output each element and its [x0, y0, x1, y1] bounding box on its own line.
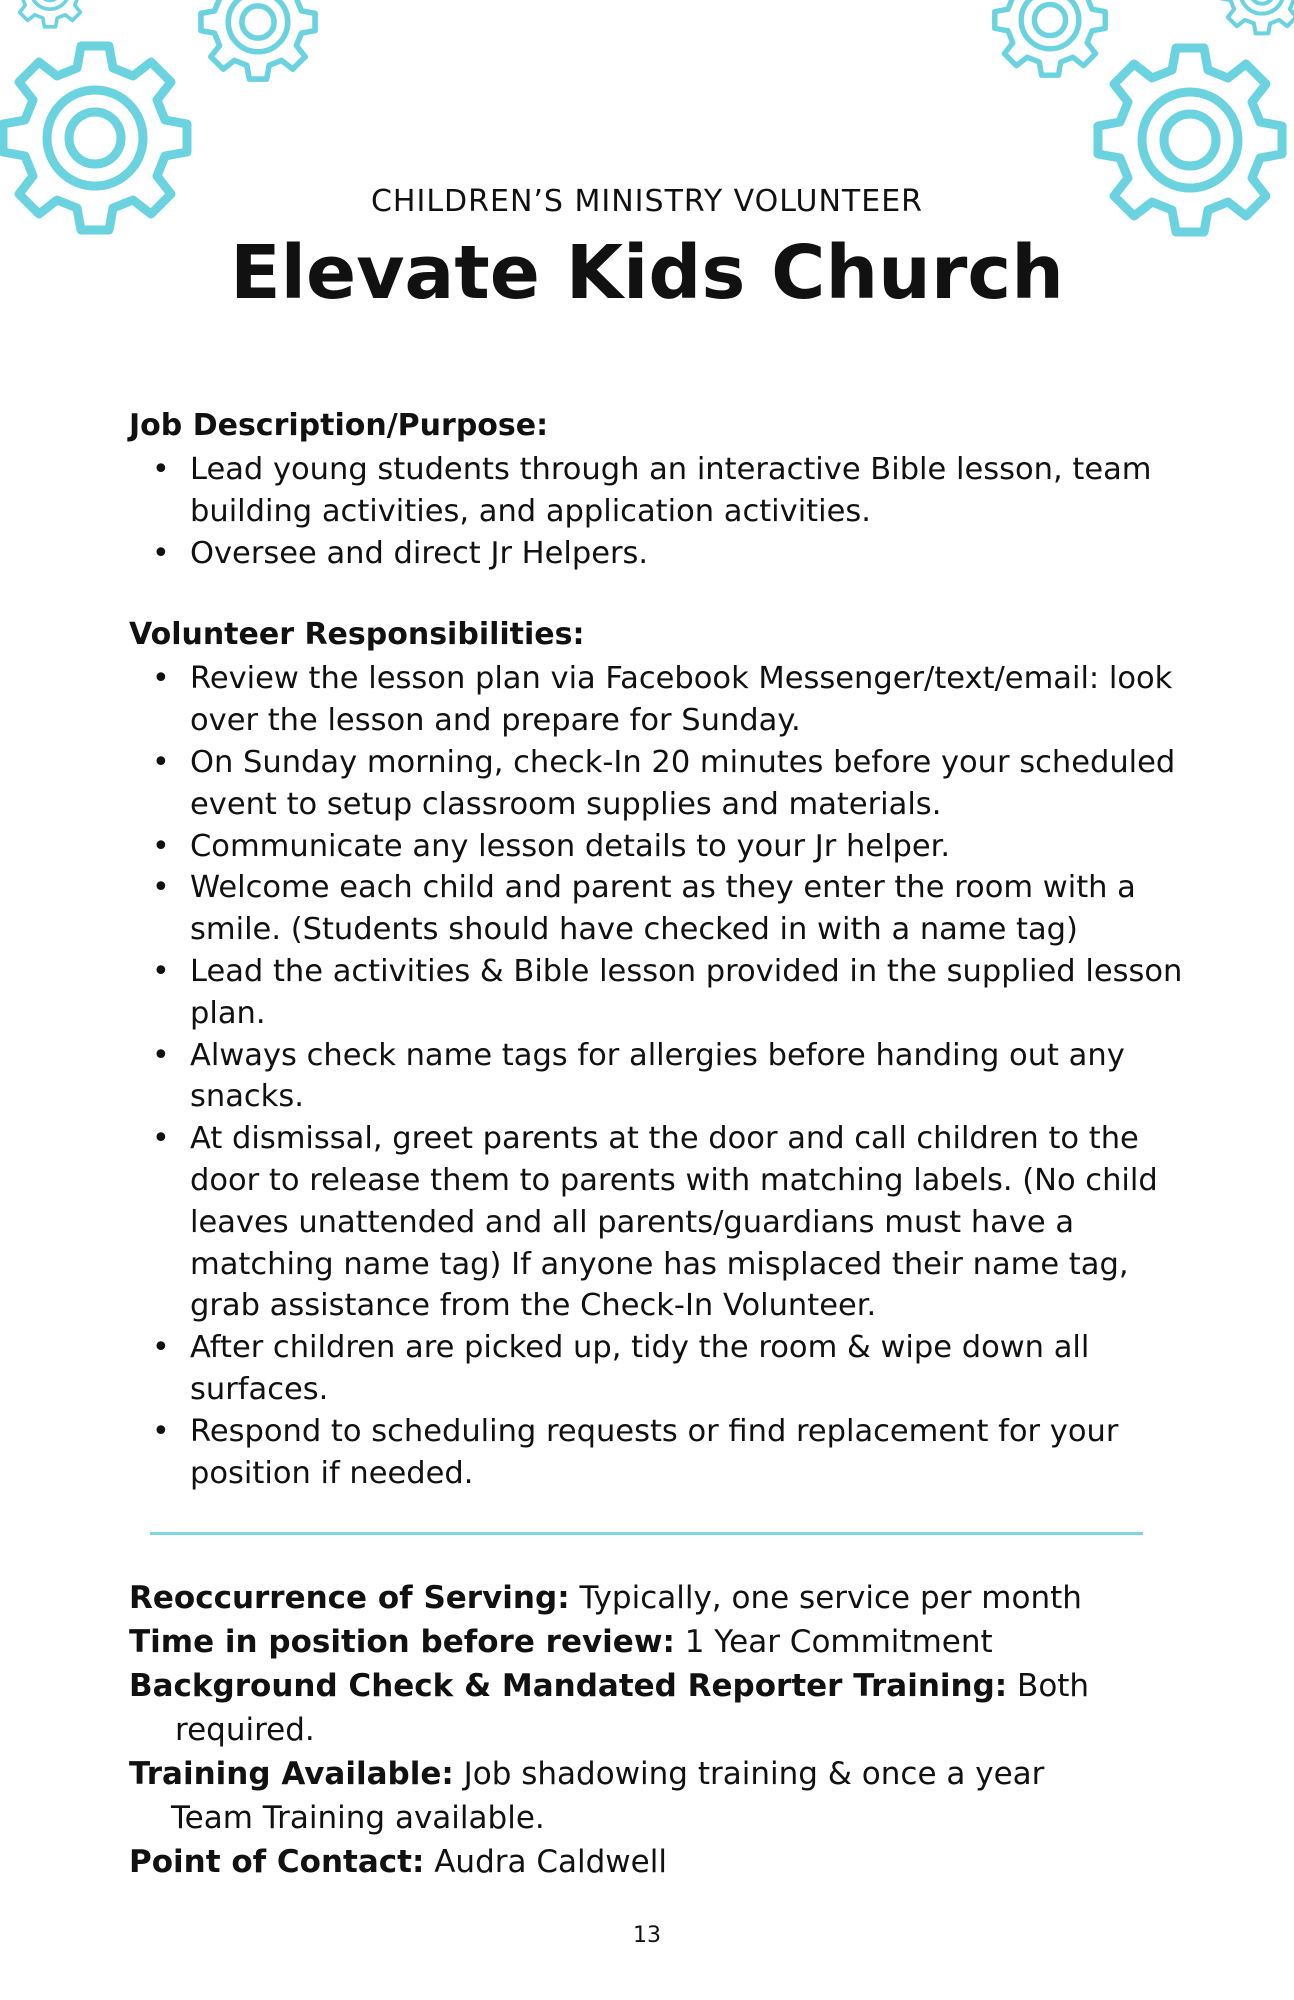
list-item: • At dismissal, greet parents at the door and call children to the door to release them to parents with matching labels. (No child leaves unattended and all parents/guardians must have a matching name tag) If anyone has misplaced their name tag, grab assistance from the Check-In Volunteer. — [190, 1118, 1189, 1327]
list-item: • Lead young students through an interactive Bible lesson, team building activities, and application activities. — [190, 449, 1189, 533]
section-divider — [150, 1532, 1143, 1535]
detail-time-in-position — [129, 1620, 1209, 1664]
detail-label: Point of Contact: — [129, 1844, 425, 1880]
detail-label: Background Check & Mandated Reporter Training: — [129, 1668, 1008, 1704]
list-item: • Respond to scheduling requests or find replacement for your position if needed. — [190, 1411, 1189, 1495]
detail-value: Typically, one service per month — [579, 1580, 1082, 1616]
gear-icon — [201, 0, 315, 79]
detail-reoccurrence — [129, 1576, 1209, 1620]
detail-contact — [129, 1840, 1209, 1884]
job-description-heading: Job Description/Purpose: — [129, 408, 549, 443]
page-number: 13 — [633, 1923, 661, 1948]
responsibilities-list — [129, 658, 1189, 1494]
detail-value: 1 Year Commitment — [684, 1624, 993, 1660]
page-subtitle: CHILDREN’S MINISTRY VOLUNTEER — [370, 184, 923, 219]
detail-label: Time in position before review: — [129, 1624, 675, 1660]
detail-label: Reoccurrence of Serving: — [129, 1580, 570, 1616]
page-title: Elevate Kids Church — [230, 230, 1064, 316]
list-item: • Always check name tags for allergies before handing out any snacks. — [190, 1035, 1189, 1119]
detail-value: Both — [1017, 1668, 1090, 1704]
responsibilities-heading: Volunteer Responsibilities: — [129, 617, 585, 653]
gear-icon — [1221, 0, 1294, 33]
detail-background-check — [129, 1664, 1209, 1752]
gear-icon — [13, 0, 87, 27]
detail-value-continued: required. — [175, 1712, 315, 1748]
list-item: • Oversee and direct Jr Helpers. — [190, 533, 1189, 575]
list-item: • Review the lesson plan via Facebook Messenger/text/email: look over the lesson and prepare for Sunday. — [190, 658, 1189, 742]
detail-value: Audra Caldwell — [434, 1844, 667, 1880]
detail-value-continued: Team Training available. — [171, 1800, 545, 1836]
list-item: • Communicate any lesson details to your Jr helper. — [190, 826, 1189, 868]
detail-label: Training Available: — [129, 1756, 454, 1792]
job-description-list — [129, 449, 1189, 574]
list-item: • Welcome each child and parent as they enter the room with a smile. (Students should have checked in with a name tag) — [190, 867, 1189, 951]
detail-training — [129, 1752, 1209, 1840]
list-item: • After children are picked up, tidy the room & wipe down all surfaces. — [190, 1327, 1189, 1411]
main-content — [129, 405, 1189, 1494]
gear-icon — [995, 0, 1105, 75]
position-details — [129, 1576, 1209, 1884]
list-item: • Lead the activities & Bible lesson provided in the supplied lesson plan. — [190, 951, 1189, 1035]
detail-value: Job shadowing training & once a year — [463, 1756, 1045, 1792]
list-item: • On Sunday morning, check-In 20 minutes before your scheduled event to setup classroom supplies and materials. — [190, 742, 1189, 826]
